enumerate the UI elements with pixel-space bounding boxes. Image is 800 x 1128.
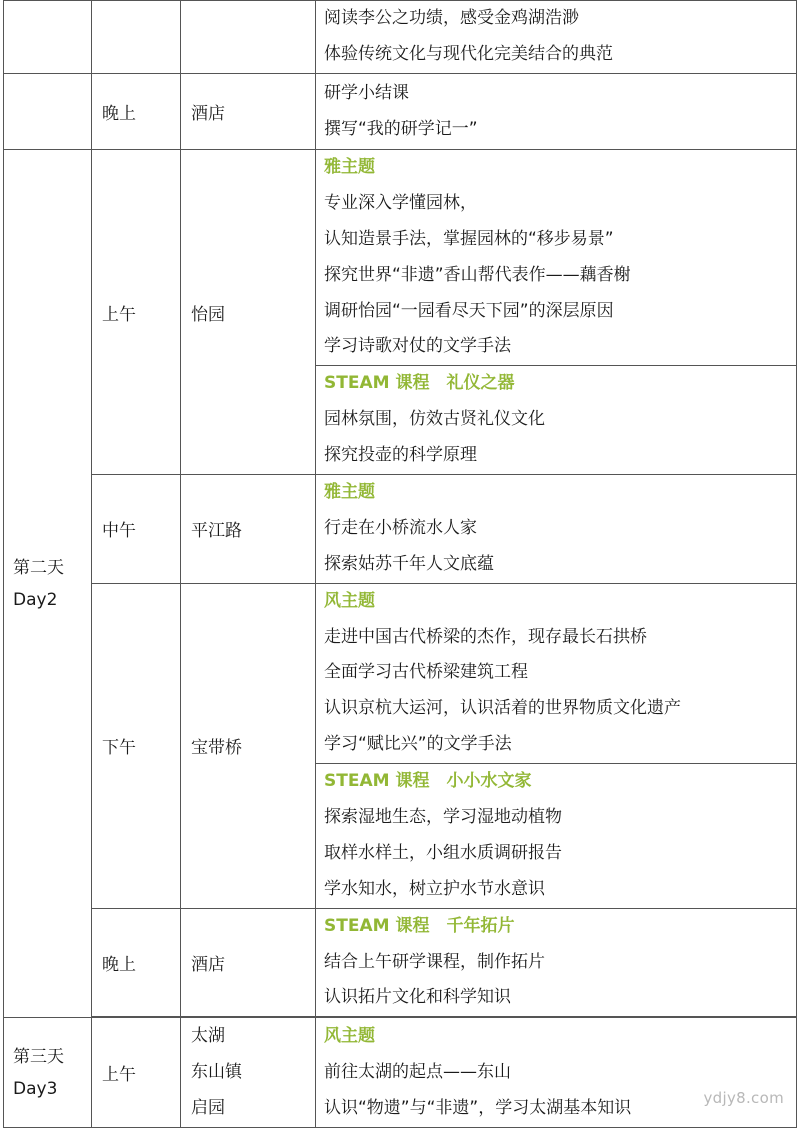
theme-heading: STEAM 课程 小小水文家 xyxy=(324,771,532,792)
activity-line: 探索姑苏千年人文底蕴 xyxy=(324,553,494,574)
location-cell: 酒店 xyxy=(181,74,316,150)
table-row xyxy=(4,74,797,150)
theme-heading: 风主题 xyxy=(324,590,375,611)
activity-line: 行走在小桥流水人家 xyxy=(324,517,477,538)
time-cell xyxy=(92,1,181,74)
location-cell: 平江路 xyxy=(181,475,316,584)
activity-line: 专业深入学懂园林， xyxy=(324,192,477,213)
activity-line: 取样水样土，小组水质调研报告 xyxy=(324,842,562,863)
activity-line: 研学小结课 xyxy=(324,82,409,103)
activity-line: 认识京杭大运河，认识活着的世界物质文化遗产 xyxy=(324,698,681,719)
activity-line: 探索湿地生态，学习湿地动植物 xyxy=(324,807,562,828)
activity-line: 前往太湖的起点——东山 xyxy=(324,1061,511,1082)
time-cell: 晚上 xyxy=(92,74,181,150)
time-cell: 晚上 xyxy=(92,908,181,1017)
day-label-cn: 第二天 xyxy=(13,557,64,578)
day-label-cn: 第三天 xyxy=(13,1046,64,1067)
day-cell-day2 xyxy=(4,150,92,1018)
location-cell xyxy=(181,1,316,74)
content-cell xyxy=(316,908,797,1017)
activity-line: 学水知水，树立护水节水意识 xyxy=(324,878,545,899)
activity-line: 园林氛围，仿效古贤礼仪文化 xyxy=(324,409,545,430)
activity-line: 认知造景手法，掌握园林的“移步易景” xyxy=(324,228,614,249)
content-cell xyxy=(316,1,797,74)
activity-line: 学习诗歌对仗的文学手法 xyxy=(324,336,511,357)
location-cell: 酒店 xyxy=(181,908,316,1017)
activity-line: 体验传统文化与现代化完美结合的典范 xyxy=(324,44,613,64)
table-row xyxy=(4,1018,797,1128)
time-cell: 下午 xyxy=(92,583,181,908)
itinerary-table xyxy=(3,0,797,1128)
content-cell xyxy=(316,150,797,366)
activity-line: 全面学习古代桥梁建筑工程 xyxy=(324,662,528,683)
content-cell xyxy=(316,74,797,150)
table-row xyxy=(4,475,797,584)
table-row xyxy=(4,150,797,366)
table-row xyxy=(4,583,797,763)
table-row xyxy=(4,1,797,74)
location-line: 启园 xyxy=(191,1097,225,1118)
content-cell xyxy=(316,583,797,763)
activity-line: 阅读李公之功绩，感受金鸡湖浩渺 xyxy=(324,8,579,29)
location-cell: 宝带桥 xyxy=(181,583,316,908)
time-cell: 上午 xyxy=(92,150,181,475)
theme-heading: STEAM 课程 千年拓片 xyxy=(324,915,515,936)
activity-line: 探究世界“非遗”香山帮代表作——藕香榭 xyxy=(324,264,631,285)
activity-line: 学习“赋比兴”的文学手法 xyxy=(324,734,512,755)
table-row xyxy=(4,908,797,1017)
activity-line: 探究投壶的科学原理 xyxy=(324,445,477,466)
activity-line: 走进中国古代桥梁的杰作，现存最长石拱桥 xyxy=(324,626,647,647)
activity-line: 认识拓片文化和科学知识 xyxy=(324,987,511,1008)
content-cell xyxy=(316,764,797,909)
theme-heading: 风主题 xyxy=(324,1026,375,1047)
day-cell xyxy=(4,74,92,150)
activity-line: 认识“物遗”与“非遗”，学习太湖基本知识 xyxy=(324,1097,632,1118)
watermark: ydjy8.com xyxy=(703,1089,784,1107)
location-line: 太湖 xyxy=(191,1026,225,1047)
day-cell xyxy=(4,1,92,74)
theme-heading: STEAM 课程 礼仪之器 xyxy=(324,373,515,394)
content-cell xyxy=(316,1018,797,1128)
content-cell xyxy=(316,475,797,584)
content-cell xyxy=(316,366,797,475)
activity-line: 结合上午研学课程，制作拓片 xyxy=(324,951,545,972)
location-cell: 怡园 xyxy=(181,150,316,475)
activity-line: 调研怡园“一园看尽天下园”的深层原因 xyxy=(324,300,614,321)
theme-heading: 雅主题 xyxy=(324,482,375,503)
day-cell-day3 xyxy=(4,1018,92,1128)
time-cell: 中午 xyxy=(92,475,181,584)
day-label-en: Day3 xyxy=(13,1078,58,1099)
theme-heading: 雅主题 xyxy=(324,157,375,177)
activity-line: 撰写“我的研学记一” xyxy=(324,118,478,139)
time-cell: 上午 xyxy=(92,1018,181,1128)
day-label-en: Day2 xyxy=(13,589,58,610)
location-line: 东山镇 xyxy=(191,1061,242,1082)
location-cell xyxy=(181,1018,316,1128)
